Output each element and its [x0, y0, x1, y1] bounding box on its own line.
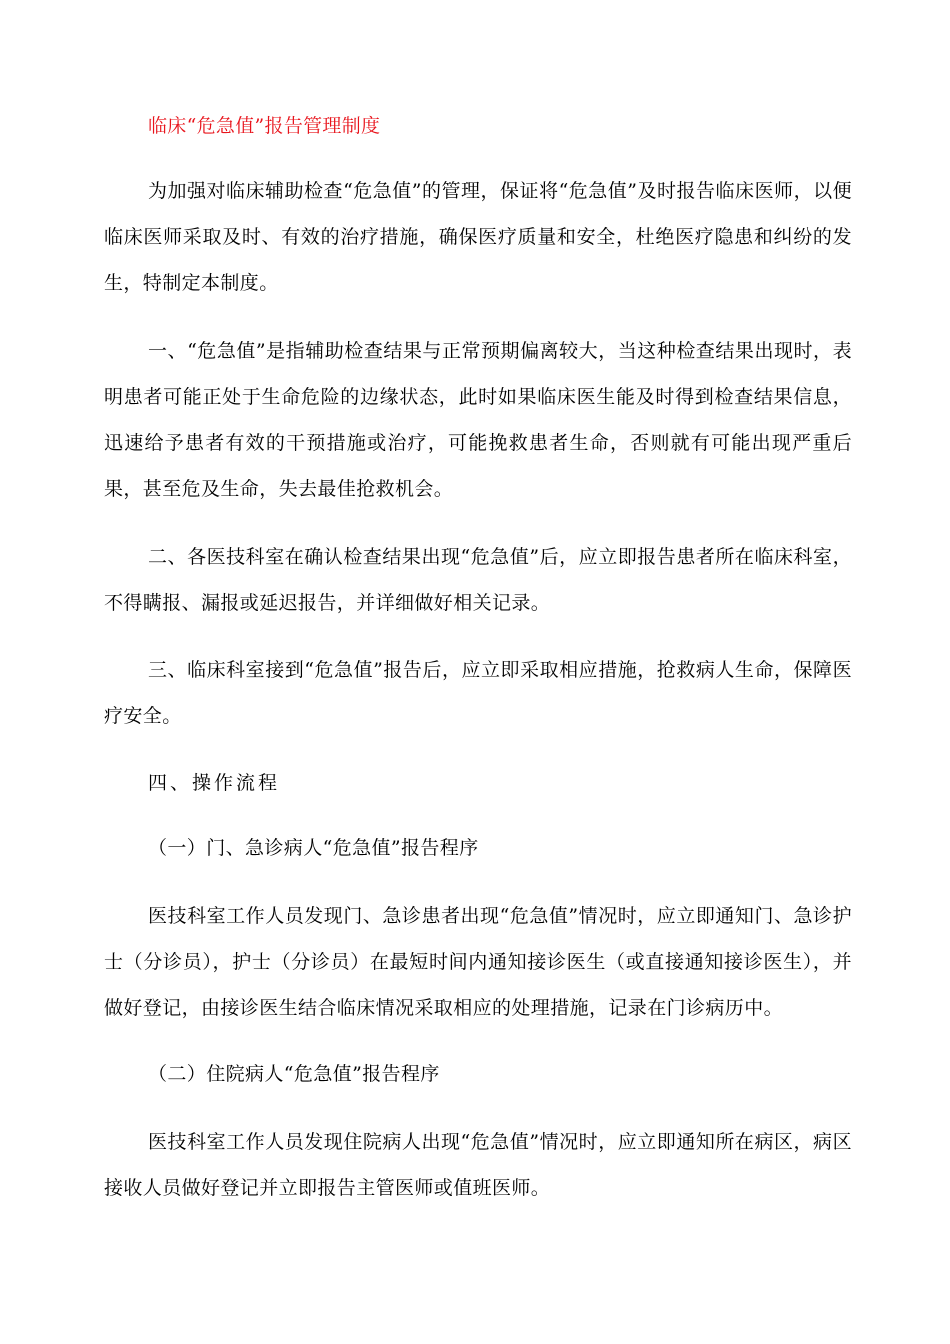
paragraph-section-2: 二、各医技科室在确认检查结果出现“危急值”后，应立即报告患者所在临床科室，不得瞒报、漏报或延迟报告，并详细做好相关记录。	[104, 546, 852, 614]
paragraph-outpatient-procedure: 医技科室工作人员发现门、急诊患者出现“危急值”情况时，应立即通知门、急诊护士（分诊员），护士（分诊员）在最短时间内通知接诊医生（或直接通知接诊医生），并做好登记，由接诊医生结合临床情况采取相应的处理措施，记录在门诊病历中。	[104, 905, 852, 1019]
heading-section-4: 四、操作流程	[148, 772, 281, 794]
subheading-inpatient: （二）住院病人“危急值”报告程序	[148, 1063, 440, 1085]
paragraph-section-1: 一、“危急值”是指辅助检查结果与正常预期偏离较大，当这种检查结果出现时，表明患者可能正处于生命危险的边缘状态，此时如果临床医生能及时得到检查结果信息，迅速给予患者有效的干预措施或治疗，可能挽救患者生命，否则就有可能出现严重后果，甚至危及生命，失去最佳抢救机会。	[104, 340, 852, 500]
paragraph-section-3: 三、临床科室接到“危急值”报告后，应立即采取相应措施，抢救病人生命，保障医疗安全。	[104, 659, 852, 727]
document-title: 临床“危急值”报告管理制度	[148, 115, 381, 137]
paragraph-intro: 为加强对临床辅助检查“危急值”的管理，保证将“危急值”及时报告临床医师，以便临床医师采取及时、有效的治疗措施，确保医疗质量和安全，杜绝医疗隐患和纠纷的发生，特制定本制度。	[104, 180, 852, 294]
subheading-outpatient: （一）门、急诊病人“危急值”报告程序	[148, 837, 479, 859]
paragraph-inpatient-procedure: 医技科室工作人员发现住院病人出现“危急值”情况时，应立即通知所在病区，病区接收人员做好登记并立即报告主管医师或值班医师。	[104, 1131, 852, 1199]
